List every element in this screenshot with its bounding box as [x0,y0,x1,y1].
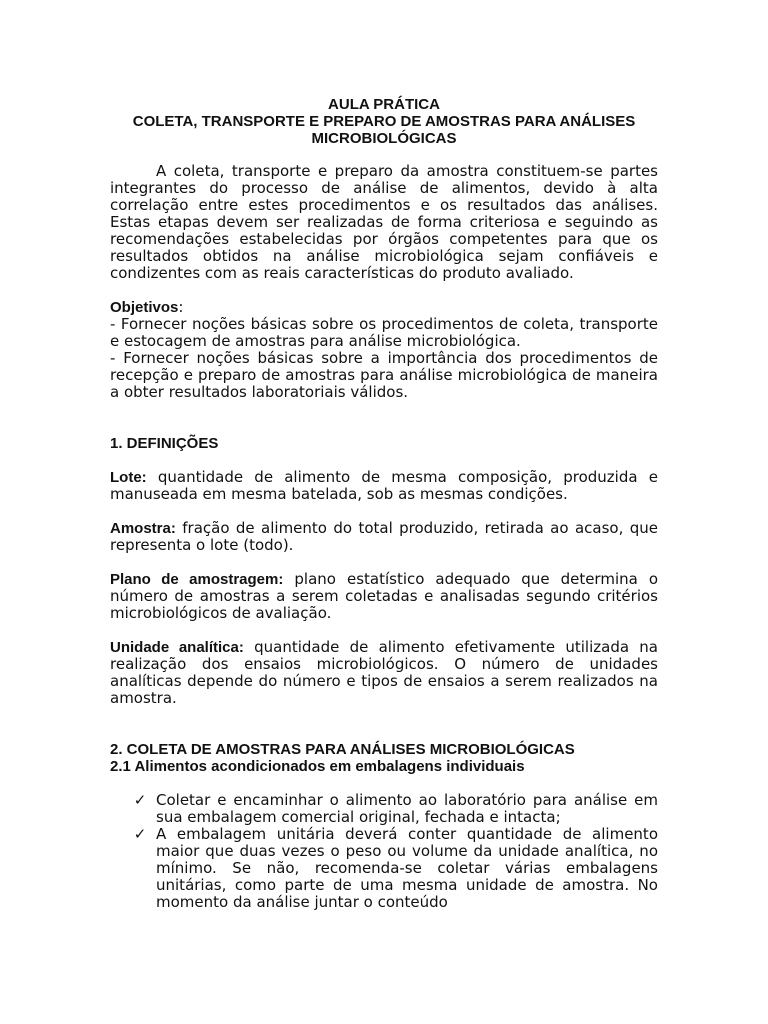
document-title [110,96,658,147]
checklist [110,792,658,911]
section-2-heading: 2. COLETA DE AMOSTRAS PARA ANÁLISES MICROBIOLÓGICAS [110,741,575,758]
title-line-3: MICROBIOLÓGICAS [311,130,457,147]
title-line-1: AULA PRÁTICA [328,96,440,113]
definition-term: Lote: [110,469,147,486]
definition-term: Unidade analítica: [110,639,244,656]
objectives-heading [110,299,658,316]
definition-amostra [110,520,658,554]
document-body [110,96,658,911]
checklist-item [110,826,658,911]
checklist-item-text: A embalagem unitária deverá conter quantidade de alimento maior que duas vezes o peso ou volume da unidade analítica, no mínimo. Se não, recomenda-se coletar várias embalagens unitárias, como parte de uma mesma unidade de amostra. No momento da análise juntar o conteúdo [156,825,658,911]
definition-plano-de-amostragem [110,571,658,622]
section-2-1-subheading: 2.1 Alimentos acondicionados em embalagens individuais [110,758,525,775]
checklist-item [110,792,658,826]
definition-text: quantidade de alimento de mesma composição, produzida e manuseada em mesma batelada, sob as mesmas condições. [110,468,658,503]
title-line-2: COLETA, TRANSPORTE E PREPARO DE AMOSTRAS PARA ANÁLISES [132,113,636,130]
definition-term: Amostra: [110,520,176,537]
checklist-item-text: Coletar e encaminhar o alimento ao laboratório para análise em sua embalagem comercial original, fechada e intacta; [156,791,658,826]
definition-term: Plano de amostragem: [110,571,284,588]
definition-text: quantidade de alimento efetivamente utilizada na realização dos ensaios microbiológicos. O número de unidades analíticas depende do número e tipos de ensaios a serem realizados na amostra. [110,638,658,707]
section-1-heading: 1. DEFINIÇÕES [110,435,219,452]
intro-paragraph: A coleta, transporte e preparo da amostra constituem-se partes integrantes do processo de análise de alimentos, devido à alta correlação entre estes procedimentos e os resultados das análises. Estas etapas devem ser realizadas de forma criteriosa e seguindo as recomendações estabelecidas por órgãos competentes para que os resultados obtidos na análise microbiológica sejam confiáveis e condizentes com as reais características do produto avaliado. [110,162,658,282]
objectives-colon: : [178,298,184,316]
objective-item: - Fornecer noções básicas sobre os procedimentos de coleta, transporte e estocagem de amostras para análise microbiológica. [110,315,658,350]
objective-item: - Fornecer noções básicas sobre a importância dos procedimentos de recepção e preparo de amostras para análise microbiológica de maneira a obter resultados laboratoriais válidos. [110,349,658,401]
definition-text: plano estatístico adequado que determina o número de amostras a serem coletadas e analisadas segundo critérios microbiológicos de avaliação. [110,570,658,622]
checkmark-icon: ✓ [133,791,147,809]
definition-unidade-analitica [110,639,658,707]
definition-text: fração de alimento do total produzido, retirada ao acaso, que representa o lote (todo). [110,519,658,554]
definition-lote [110,469,658,503]
checkmark-icon: ✓ [133,825,147,843]
objectives-label: Objetivos [110,299,179,316]
